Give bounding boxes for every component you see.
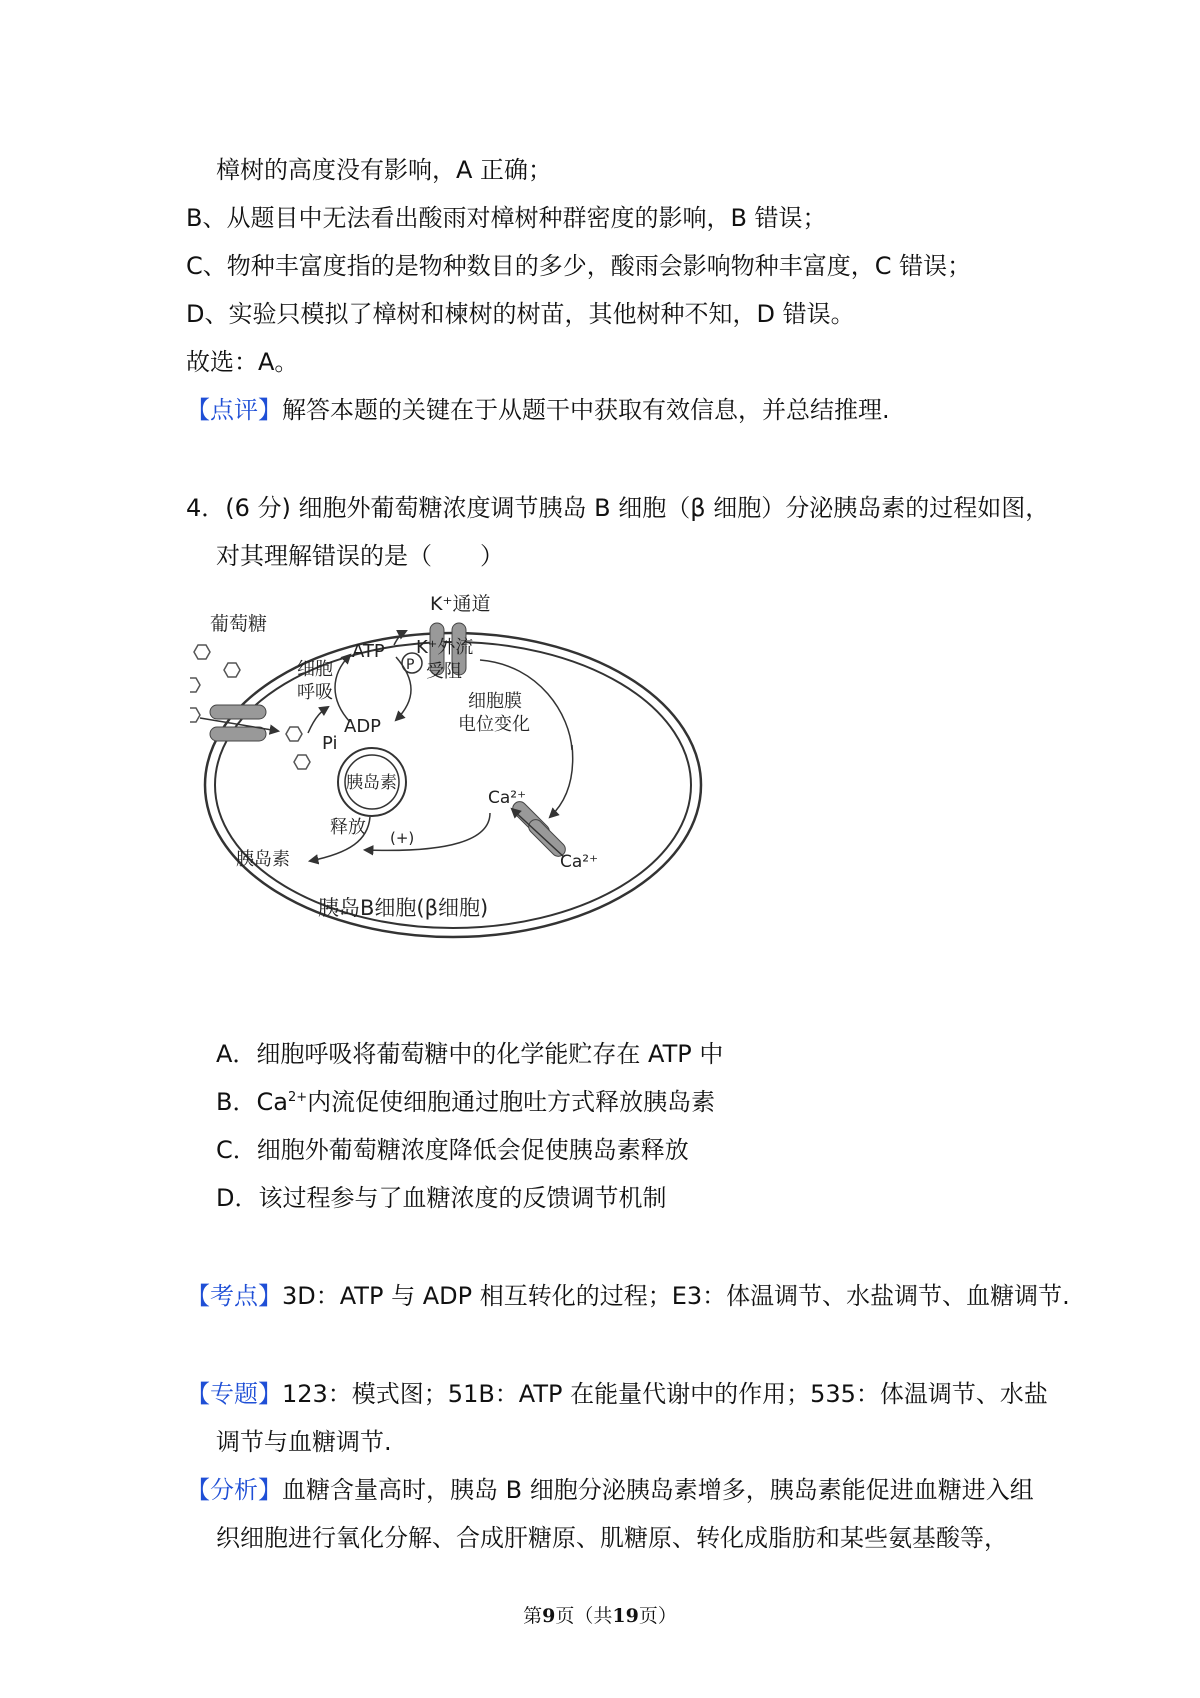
resp-label-2: 呼吸 — [297, 682, 333, 703]
adp-label: ADP — [344, 716, 382, 737]
plus-label: (+) — [390, 829, 415, 847]
zhuanti-tag: 【专题】 — [186, 1380, 282, 1408]
glucose-label: 葡萄糖 — [210, 613, 268, 635]
fenxi-tag: 【分析】 — [186, 1476, 282, 1504]
ca-in-label: Ca²⁺ — [488, 788, 527, 808]
membrane-label-2: 电位变化 — [458, 714, 530, 735]
option-c: C．细胞外葡萄糖浓度降低会促使胰岛素释放 — [216, 1136, 689, 1164]
footer-pre: 第 — [523, 1605, 543, 1627]
phosphate-label: P — [406, 657, 415, 673]
ca-out-label: Ca²⁺ — [560, 852, 599, 872]
option-b — [216, 1085, 715, 1119]
figure-caption: 胰岛B细胞(β细胞) — [318, 896, 489, 920]
review-text: 解答本题的关键在于从题干中获取有效信息，并总结推理. — [282, 396, 890, 424]
zhuanti-line-2: 调节与血糖调节. — [216, 1428, 392, 1456]
text-line-4: D、实验只模拟了樟树和楝树的树苗，其他树种不知，D 错误。 — [186, 300, 855, 328]
fenxi-line-1 — [186, 1473, 1034, 1507]
k-channel-label: K⁺通道 — [430, 593, 491, 615]
zhuanti-text-1: 123：模式图；51B：ATP 在能量代谢中的作用；535：体温调节、水盐 — [282, 1380, 1048, 1408]
page-footer — [0, 1601, 1200, 1628]
k-outflow-label-2: 受阻 — [426, 661, 462, 682]
option-d: D．该过程参与了血糖浓度的反馈调节机制 — [216, 1184, 667, 1212]
resp-label-1: 细胞 — [297, 659, 333, 680]
footer-total: 19 — [612, 1605, 639, 1627]
atp-label: ATP — [352, 641, 385, 662]
kaodian-tag: 【考点】 — [186, 1282, 282, 1310]
review-line — [186, 393, 890, 427]
text-line-1: 樟树的高度没有影响，A 正确； — [216, 156, 553, 184]
option-b-prefix: B．Ca — [216, 1088, 288, 1116]
insulin-out-label: 胰岛素 — [236, 849, 290, 870]
fenxi-text-1: 血糖含量高时，胰岛 B 细胞分泌胰岛素增多，胰岛素能促进血糖进入组 — [282, 1476, 1034, 1504]
footer-page: 9 — [542, 1605, 556, 1627]
option-b-text: 内流促使细胞通过胞吐方式释放胰岛素 — [307, 1088, 716, 1116]
k-outflow-label-1: K⁺外流 — [416, 637, 474, 658]
cell-membrane-inner — [215, 642, 691, 928]
kaodian-line — [186, 1279, 1070, 1313]
fenxi-line-2: 织细胞进行氧化分解、合成肝糖原、肌糖原、转化成脂肪和某些氨基酸等， — [216, 1524, 1008, 1552]
question-line-1: 4．(6 分) 细胞外葡萄糖浓度调节胰岛 B 细胞（β 细胞）分泌胰岛素的过程如图， — [186, 494, 1050, 522]
text-line-5: 故选：A。 — [186, 348, 299, 376]
vesicle-label: 胰岛素 — [346, 773, 397, 793]
release-label: 释放 — [330, 817, 366, 838]
kaodian-text: 3D：ATP 与 ADP 相互转化的过程；E3：体温调节、水盐调节、血糖调节. — [282, 1282, 1070, 1310]
zhuanti-line-1 — [186, 1377, 1048, 1411]
review-tag: 【点评】 — [186, 396, 282, 424]
text-line-3: C、物种丰富度指的是物种数目的多少，酸雨会影响物种丰富度，C 错误； — [186, 252, 972, 280]
option-b-sup: 2+ — [287, 1090, 308, 1105]
pi-label: Pi — [322, 733, 338, 754]
question-line-2: 对其理解错误的是（ ） — [216, 542, 504, 570]
text-line-2: B、从题目中无法看出酸雨对樟树种群密度的影响，B 错误； — [186, 204, 827, 232]
footer-mid: 页（共 — [555, 1605, 613, 1627]
beta-cell-diagram — [190, 585, 710, 1025]
footer-post: 页） — [638, 1605, 677, 1627]
option-a: A．细胞呼吸将葡萄糖中的化学能贮存在 ATP 中 — [216, 1040, 724, 1068]
membrane-label-1: 细胞膜 — [468, 691, 522, 712]
